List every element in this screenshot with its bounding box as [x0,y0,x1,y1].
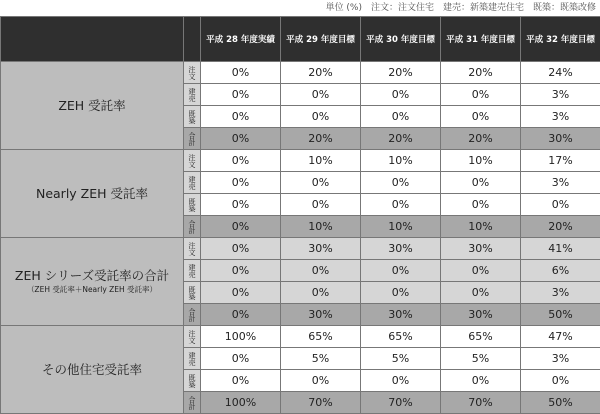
value-cell: 17% [521,150,600,172]
value-cell: 10% [281,150,361,172]
value-cell: 0% [201,62,281,84]
value-cell: 20% [521,216,600,238]
value-cell: 0% [281,172,361,194]
header-blank-sub [184,17,201,62]
row-type-label [184,282,201,304]
value-cell: 65% [281,326,361,348]
group-label-cell [1,238,184,326]
value-cell: 20% [361,62,441,84]
value-cell: 10% [441,216,521,238]
value-cell: 10% [281,216,361,238]
row-type-text: 注文 [188,154,196,168]
value-cell: 3% [521,348,600,370]
value-cell: 30% [281,304,361,326]
value-cell: 0% [281,282,361,304]
value-cell: 3% [521,172,600,194]
row-type-text: 既築 [188,110,196,124]
table-row [1,150,600,172]
value-cell: 0% [201,84,281,106]
value-cell: 100% [201,326,281,348]
row-type-text: 既築 [188,286,196,300]
value-cell: 0% [201,106,281,128]
value-cell: 24% [521,62,600,84]
group-label: Nearly ZEH 受託率 [5,186,179,201]
value-cell: 10% [361,216,441,238]
value-cell: 0% [441,172,521,194]
value-cell: 10% [361,150,441,172]
row-type-text: 合計 [188,220,196,234]
value-cell: 0% [201,238,281,260]
group-label-cell [1,62,184,150]
row-type-text: 建売 [188,176,196,190]
value-cell: 20% [441,128,521,150]
header-fy30: 平成 30 年度目標 [361,17,441,62]
value-cell: 0% [521,194,600,216]
value-cell: 0% [281,370,361,392]
value-cell: 0% [201,128,281,150]
group-label: ZEH シリーズ受託率の合計 [5,268,179,283]
row-type-label [184,260,201,282]
value-cell: 70% [361,392,441,414]
value-cell: 0% [201,194,281,216]
value-cell: 0% [441,260,521,282]
header-fy31: 平成 31 年度目標 [441,17,521,62]
value-cell: 30% [441,238,521,260]
value-cell: 0% [361,172,441,194]
value-cell: 10% [441,150,521,172]
header-blank [1,17,184,62]
table-row [1,238,600,260]
row-type-text: 合計 [188,308,196,322]
value-cell: 0% [441,282,521,304]
header-fy28: 平成 28 年度実績 [201,17,281,62]
table-row [1,62,600,84]
row-type-text: 建売 [188,352,196,366]
header-fy29: 平成 29 年度目標 [281,17,361,62]
value-cell: 0% [361,370,441,392]
row-type-text: 既築 [188,198,196,212]
value-cell: 0% [201,172,281,194]
group-label-cell [1,150,184,238]
value-cell: 20% [441,62,521,84]
row-type-label [184,106,201,128]
value-cell: 0% [281,260,361,282]
value-cell: 0% [361,282,441,304]
row-type-label [184,150,201,172]
value-cell: 5% [281,348,361,370]
value-cell: 41% [521,238,600,260]
row-type-label [184,348,201,370]
value-cell: 5% [361,348,441,370]
value-cell: 0% [201,282,281,304]
value-cell: 0% [281,84,361,106]
zeh-rate-table [0,16,600,414]
group-label: その他住宅受託率 [5,362,179,377]
row-type-label [184,194,201,216]
value-cell: 0% [361,194,441,216]
value-cell: 0% [281,106,361,128]
value-cell: 0% [361,106,441,128]
row-type-text: 既築 [188,374,196,388]
value-cell: 30% [361,238,441,260]
table-row [1,326,600,348]
value-cell: 65% [441,326,521,348]
value-cell: 20% [281,62,361,84]
value-cell: 0% [441,106,521,128]
row-type-label [184,392,201,414]
value-cell: 30% [441,304,521,326]
value-cell: 65% [361,326,441,348]
value-cell: 50% [521,304,600,326]
row-type-label [184,304,201,326]
group-label: ZEH 受託率 [5,98,179,113]
value-cell: 30% [521,128,600,150]
row-type-text: 合計 [188,396,196,410]
value-cell: 0% [201,348,281,370]
value-cell: 0% [201,370,281,392]
table-body [1,62,600,414]
value-cell: 0% [201,216,281,238]
value-cell: 0% [201,260,281,282]
row-type-label [184,326,201,348]
value-cell: 0% [201,304,281,326]
row-type-label [184,128,201,150]
value-cell: 0% [441,370,521,392]
value-cell: 6% [521,260,600,282]
row-type-label [184,238,201,260]
value-cell: 0% [521,370,600,392]
value-cell: 3% [521,282,600,304]
unit-note: 単位 (%) 注文：注文住宅 建売：新築建売住宅 既築：既築改修 [0,0,596,16]
row-type-text: 建売 [188,264,196,278]
value-cell: 0% [201,150,281,172]
row-type-label [184,370,201,392]
value-cell: 0% [441,84,521,106]
value-cell: 3% [521,84,600,106]
value-cell: 50% [521,392,600,414]
value-cell: 47% [521,326,600,348]
value-cell: 70% [441,392,521,414]
row-type-text: 注文 [188,242,196,256]
row-type-label [184,172,201,194]
value-cell: 0% [281,194,361,216]
value-cell: 100% [201,392,281,414]
value-cell: 20% [361,128,441,150]
header-fy32: 平成 32 年度目標 [521,17,600,62]
group-label-cell [1,326,184,414]
row-type-label [184,84,201,106]
value-cell: 30% [281,238,361,260]
header-row [1,17,600,62]
row-type-text: 注文 [188,66,196,80]
value-cell: 0% [361,260,441,282]
row-type-label [184,62,201,84]
value-cell: 30% [361,304,441,326]
row-type-text: 注文 [188,330,196,344]
value-cell: 0% [441,194,521,216]
value-cell: 0% [361,84,441,106]
row-type-text: 合計 [188,132,196,146]
row-type-label [184,216,201,238]
value-cell: 5% [441,348,521,370]
value-cell: 70% [281,392,361,414]
row-type-text: 建売 [188,88,196,102]
value-cell: 20% [281,128,361,150]
group-sublabel: （ZEH 受託率＋Nearly ZEH 受託率） [5,285,179,295]
value-cell: 3% [521,106,600,128]
